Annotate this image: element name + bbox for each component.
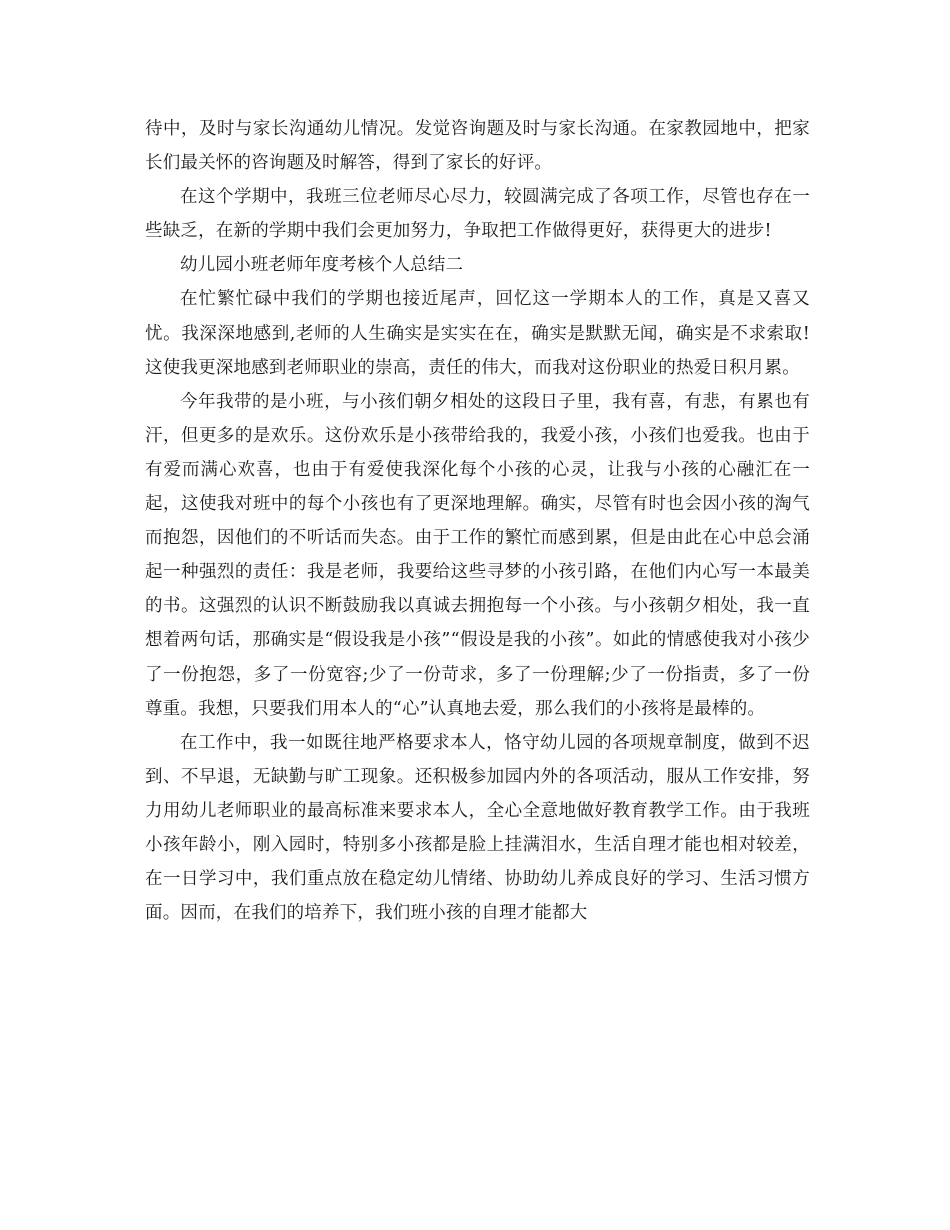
paragraph-semester-summary: 在这个学期中，我班三位老师尽心尽力，较圆满完成了各项工作，尽管也存在一些缺乏，在新的学期中我们会更加努力，争取把工作做得更好，获得更大的进步! bbox=[145, 187, 810, 242]
paragraph-work-discipline: 在工作中，我一如既往地严格要求本人，恪守幼儿园的各项规章制度，做到不迟到、不早退，无缺勤与旷工现象。还积极参加园内外的各项活动，服从工作安排，努力用幼儿老师职业的最高标准来要求本人，全心全意地做好教育教学工作。由于我班小孩年龄小，刚入园时，特别多小孩都是脸上挂满泪水，生活自理才能也相对较差，在一日学习中，我们重点放在稳定幼儿情绪、协助幼儿养成良好的学习、生活习惯方面。因而，在我们的培养下，我们班小孩的自理才能都大 bbox=[145, 732, 810, 924]
paragraph-parent-communication: 待中，及时与家长沟通幼儿情况。发觉咨询题及时与家长沟通。在家教园地中，把家长们最关怀的咨询题及时解答，得到了家长的好评。 bbox=[145, 119, 810, 174]
paragraph-reflection: 在忙繁忙碌中我们的学期也接近尾声，回忆这一学期本人的工作，真是又喜又忧。我深深地感到,老师的人生确实是实实在在，确实是默默无闻，确实是不求索取!这使我更深地感到老师职业的崇高，责任的伟大，而我对这份职业的热爱日积月累。 bbox=[145, 289, 810, 378]
document-body bbox=[145, 112, 810, 930]
section-title: 幼儿园小班老师年度考核个人总结二 bbox=[180, 255, 464, 276]
paragraph-small-class: 今年我带的是小班，与小孩们朝夕相处的这段日子里，我有喜，有悲，有累也有汗，但更多的是欢乐。这份欢乐是小孩带给我的，我爱小孩，小孩们也爱我。也由于有爱而满心欢喜，也由于有爱使我深化每个小孩的心灵，让我与小孩的心融汇在一起，这使我对班中的每个小孩也有了更深地理解。确实，尽管有时也会因小孩的淘气而抱怨，因他们的不听话而失态。由于工作的繁忙而感到累，但是由此在心中总会涌起一种强烈的责任：我是老师，我要给这些寻梦的小孩引路，在他们内心写一本最美的书。这强烈的认识不断鼓励我以真诚去拥抱每一个小孩。与小孩朝夕相处，我一直想着两句话，那确实是“假设我是小孩”“假设是我的小孩”。如此的情感使我对小孩少了一份抱怨，多了一份宽容;少了一份苛求，多了一份理解;少了一份指责，多了一份尊重。我想，只要我们用本人的“心”认真地去爱，那么我们的小孩将是最棒的。 bbox=[145, 391, 810, 719]
